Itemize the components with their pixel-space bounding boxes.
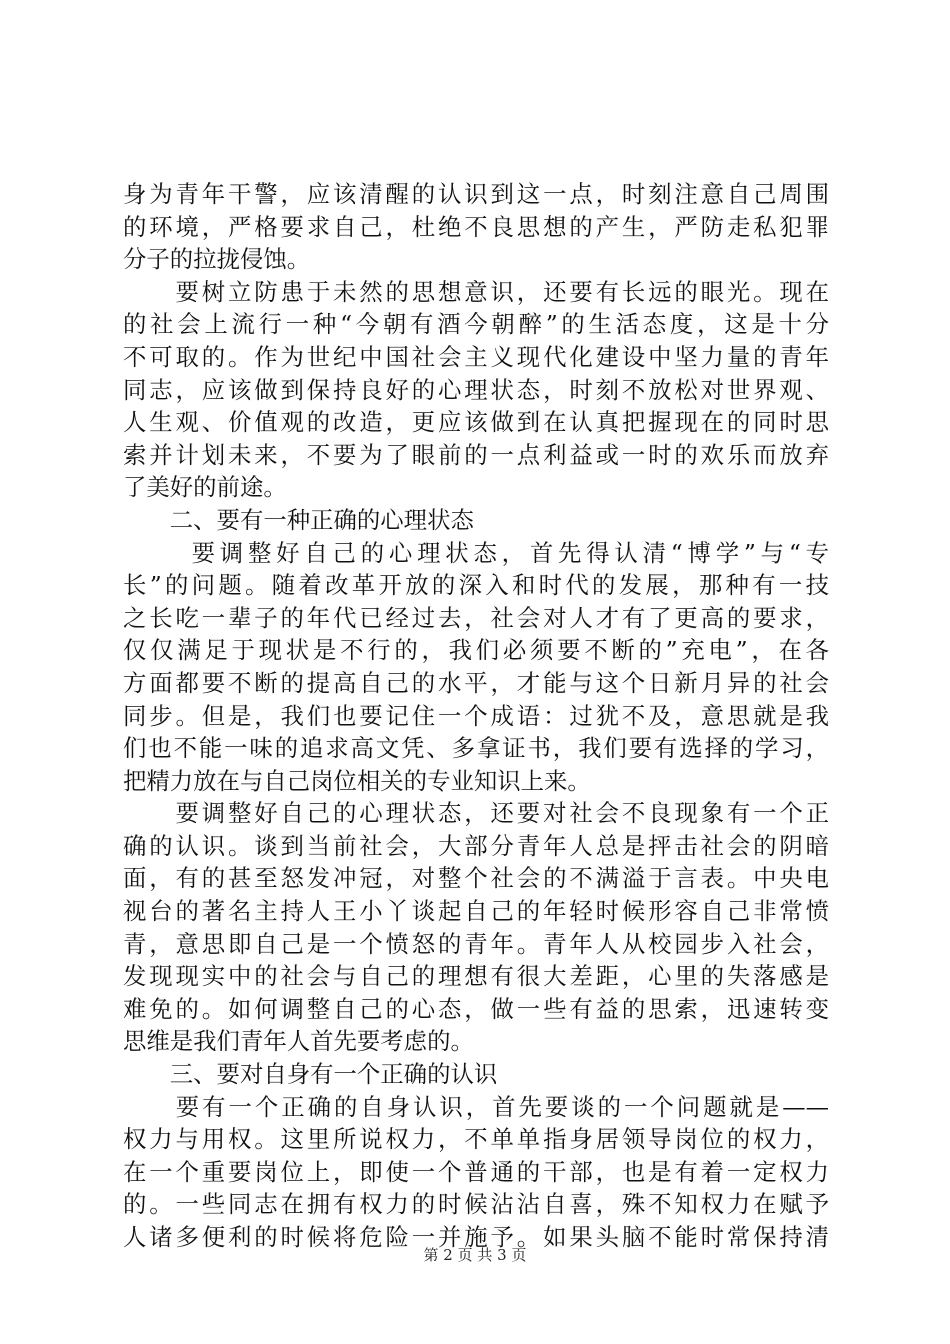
text-line: 的环境，严格要求自己，杜绝不良思想的产生，严防走私犯罪 (123, 212, 829, 241)
text-line: 面，有的甚至怒发冲冠，对整个社会的不满溢于言表。中央电 (123, 864, 829, 893)
text-line: 发现现实中的社会与自己的理想有很大差距，心里的失落感是 (123, 962, 829, 991)
text-line: 要调整好自己的心理状态，首先得认清“博学”与“专 (123, 538, 829, 567)
text-line: 难免的。如何调整自己的心态，做一些有益的思索，迅速转变 (123, 994, 829, 1023)
text-line: 二、要有一种正确的心理状态 (123, 505, 474, 534)
text-line: 在一个重要岗位上，即使一个普通的干部，也是有着一定权力 (123, 1157, 829, 1186)
text-line: 了美好的前途。 (123, 473, 287, 502)
text-line: 分子的拉拢侵蚀。 (123, 245, 311, 274)
text-line: 青，意思即自己是一个愤怒的青年。青年人从校园步入社会， (123, 929, 829, 958)
text-line: 索并计划未来，不要为了眼前的一点利益或一时的欢乐而放弃 (123, 440, 829, 469)
text-line: 之长吃一辈子的年代已经过去，社会对人才有了更高的要求， (123, 603, 829, 632)
text-line: 思维是我们青年人首先要考虑的。 (123, 1027, 474, 1056)
text-line: 长”的问题。随着改革开放的深入和时代的发展，那种有一技 (123, 571, 829, 600)
text-line: 确的认识。谈到当前社会，大部分青年人总是抨击社会的阴暗 (123, 831, 829, 860)
text-line: 要有一个正确的自身认识，首先要谈的一个问题就是—— (123, 1092, 829, 1121)
page-footer: 第 2 页 共 3 页 (423, 1246, 527, 1264)
text-line: 三、要对自身有一个正确的认识 (123, 1060, 498, 1089)
text-line: 权力与用权。这里所说权力，不单单指身居领导岗位的权力， (123, 1125, 829, 1154)
text-line: 的社会上流行一种“今朝有酒今朝醉”的生活态度，这是十分 (123, 310, 829, 339)
text-line: 方面都要不断的提高自己的水平，才能与这个日新月异的社会 (123, 668, 829, 697)
text-line: 人生观、价值观的改造，更应该做到在认真把握现在的同时思 (123, 408, 829, 437)
text-line: 要调整好自己的心理状态，还要对社会不良现象有一个正 (123, 799, 829, 828)
text-line: 们也不能一味的追求高文凭、多拿证书，我们要有选择的学习， (123, 734, 829, 763)
text-line: 仅仅满足于现状是不行的，我们必须要不断的”充电”，在各 (123, 636, 829, 665)
text-line: 不可取的。作为世纪中国社会主义现代化建设中坚力量的青年 (123, 342, 829, 371)
text-line: 要树立防患于未然的思想意识，还要有长远的眼光。现在 (123, 277, 829, 306)
text-line: 视台的著名主持人王小丫谈起自己的年轻时候形容自己非常愤 (123, 897, 829, 926)
text-line: 人诸多便利的时候将危险一并施予。如果头脑不能时常保持清 (123, 1223, 829, 1251)
text-line: 同志，应该做到保持良好的心理状态，时刻不放松对世界观、 (123, 375, 829, 404)
text-line: 同步。但是，我们也要记住一个成语：过犹不及，意思就是我 (123, 701, 829, 730)
text-line: 把精力放在与自己岗位相关的专业知识上来。 (123, 766, 591, 795)
text-line: 身为青年干警，应该清醒的认识到这一点，时刻注意自己周围 (123, 180, 829, 208)
text-line: 的。一些同志在拥有权力的时候沾沾自喜，殊不知权力在赋予 (123, 1190, 829, 1219)
document-body (123, 178, 829, 1254)
